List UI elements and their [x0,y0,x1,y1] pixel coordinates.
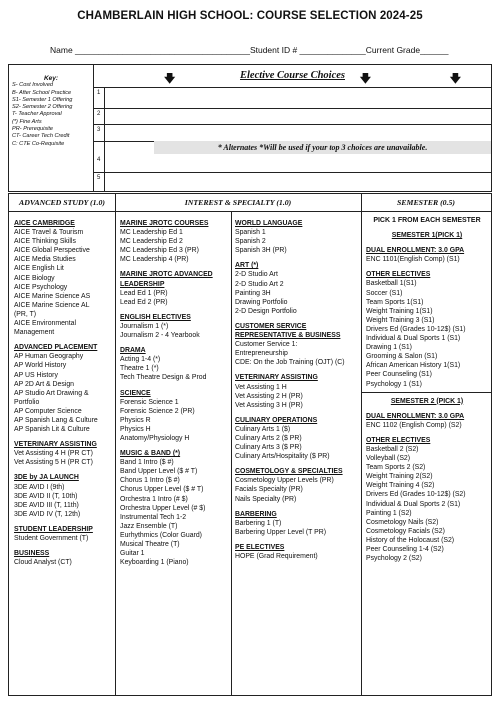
course-item[interactable]: MC Leadership Ed 2 [120,238,183,246]
section-heading: WORLD LANGUAGE [235,220,303,227]
course-item[interactable]: Culinary Arts 3 ($ PR) [235,444,302,452]
course-item[interactable]: Keyboarding 1 (Piano) [120,559,189,567]
down-arrow-icon: 🡇 [449,73,461,85]
column-header-advanced: ADVANCED STUDY (1.0) [9,194,115,212]
course-item[interactable]: AICE Marine Science AL [14,301,90,309]
semester-heading: SEMESTER 1(PICK 1) [391,232,463,240]
section-heading: CUSTOMER SERVICE [235,322,307,330]
course-item[interactable]: AICE Media Studies [14,256,76,264]
course-item[interactable]: Weight Training 1(S1) [366,307,433,315]
row-number: 1 [97,90,101,96]
course-item[interactable]: AICE Environmental [14,320,77,328]
course-item[interactable]: Entrepreneurship [235,350,288,358]
interest-specialty-list-1 [120,219,230,567]
course-item[interactable]: Band 1 Intro ($ #) [120,459,174,467]
course-item[interactable]: Culinary Arts 1 ($) [235,425,291,433]
semester-divider [362,392,492,393]
course-item[interactable]: Drawing Portfolio [235,298,288,306]
section-heading: ENGLISH ELECTIVES [120,313,191,321]
course-item[interactable]: Individual & Dual Sports 1 (S1) [366,335,461,343]
page-title: CHAMBERLAIN HIGH SCHOOL: COURSE SELECTION 2024-25 [77,10,423,22]
course-item[interactable]: ENC 1101(English Comp) (S1) [366,256,460,264]
course-item[interactable]: Drivers Ed (Grades 10-12$) (S1) [366,325,466,333]
course-item[interactable]: AICE English Lit [14,265,64,273]
course-item[interactable]: 3DE AVID I (9th) [14,483,65,491]
section-heading: VETERINARY ASSISTING [14,441,97,449]
section-heading: COSMETOLOGY & SPECIALTIES [235,468,343,476]
key-item: B- After School Practice [12,89,72,96]
elective-heading [94,65,491,88]
key-item: S2- Semester 2 Offering [12,104,73,111]
section-heading: STUDENT LEADERSHIP [14,525,93,533]
course-item[interactable]: Lead Ed 2 (PR) [120,298,168,306]
course-item[interactable]: Portfolio [14,398,40,406]
key-title: Key: [43,75,59,82]
key-item: PR- Prerequisite [12,126,54,133]
course-item[interactable]: Journalism 2 - 4 Yearbook [120,332,200,340]
row-number: 4 [97,157,101,163]
elective-row[interactable] [94,154,491,173]
course-item[interactable]: Spanish 2 [235,238,266,246]
elective-row[interactable] [94,124,491,142]
course-item[interactable]: Customer Service 1: [235,341,298,349]
course-item[interactable]: AICE Psychology [14,283,68,291]
course-item[interactable]: Team Sports 1(S1) [366,298,424,306]
course-item[interactable]: 3DE AVID IV (T, 12th) [14,510,81,518]
row-number: 5 [97,175,101,181]
section-heading: OTHER ELECTIVES [366,271,431,279]
course-item[interactable]: History of the Holocaust (S2) [366,536,455,544]
section-heading: MARINE JROTC ADVANCED [120,271,213,279]
course-item[interactable]: Drawing 1 (S1) [366,344,412,352]
key-legend [9,65,94,191]
section-heading: ART (*) [235,262,259,270]
course-item[interactable]: Cosmetology Facials (S2) [366,527,445,535]
elective-choices-box [8,64,492,192]
key-item: CT- Career Tech Credit [12,133,70,140]
semester-list [366,216,488,563]
elective-heading-text: Elective Course Choices [240,70,345,81]
course-item[interactable]: African American History 1(S1) [366,362,461,370]
course-item[interactable]: Chorus 1 Intro ($ #) [120,477,180,485]
course-item[interactable]: Eurhythmics (Color Guard) [120,531,202,539]
course-item[interactable]: Forensic Science 1 [120,398,179,406]
course-item[interactable]: Journalism 1 (*) [120,322,169,330]
course-item[interactable]: Tech Theatre Design & Prod [120,374,207,382]
course-item[interactable]: Cosmetology Upper Levels (PR) [235,477,334,485]
course-item[interactable]: AICE Biology [14,274,55,282]
course-item[interactable]: HOPE (Grad Requirement) [235,553,318,560]
course-item[interactable]: (PR, T) [14,310,37,318]
semester-heading: SEMESTER 2 (PICK 1) [390,397,464,405]
course-item[interactable]: AICE Marine Science AS [14,292,91,300]
course-item[interactable]: Orchestra Upper Level (# $) [120,504,206,512]
course-item[interactable]: Individual & Dual Sports 2 (S1) [366,500,461,508]
advanced-study-list [14,219,114,567]
course-item[interactable]: Basketball 2 (S2) [366,445,419,453]
section-heading: MUSIC & BAND (*) [120,450,181,458]
course-item[interactable]: Vet Assisting 2 H (PR) [235,392,303,400]
section-heading: BARBERING [235,510,277,518]
course-item[interactable]: Forensic Science 2 (PR) [120,407,195,415]
section-heading: MARINE JROTC COURSES [120,220,209,227]
down-arrow-icon: 🡇 [359,73,371,85]
row-number: 3 [97,127,101,133]
course-item[interactable]: Jazz Ensemble (T) [120,522,178,530]
course-item[interactable]: Lead Ed 1 (PR) [120,289,168,297]
course-item[interactable]: Barbering Upper Level (T PR) [235,528,327,536]
course-item[interactable]: AP 2D Art & Design [14,380,75,388]
key-item: S1- Semester 1 Offering [12,96,73,103]
elective-row[interactable] [94,108,491,125]
section-heading: SCIENCE [120,389,151,397]
course-item[interactable]: Volleyball (S2) [366,455,411,463]
section-heading: REPRESENTATIVE & BUSINESS [235,332,341,340]
column-header-semester: SEMESTER (0.5) [361,194,491,212]
course-item[interactable]: Nails Specialty (PR) [235,495,297,503]
course-item[interactable]: Peer Counseling (S1) [366,371,432,379]
course-item[interactable]: Weight Training 4 (S2) [366,482,435,490]
section-heading: DRAMA [120,347,146,355]
course-item[interactable]: 2-D Studio Art 2 [235,280,284,288]
course-item[interactable]: Weight Training 2(S2) [366,473,433,481]
course-item[interactable]: Management [14,329,55,337]
course-item[interactable]: AICE Thinking Skills [14,238,76,246]
course-item[interactable]: AP Studio Art Drawing & [14,389,89,397]
column-divider [231,212,232,695]
course-item[interactable]: MC Leadership 4 (PR) [120,256,189,264]
course-item[interactable]: Psychology 2 (S2) [366,555,422,563]
course-item[interactable]: Psychology 1 (S1) [366,380,422,388]
row-number: 2 [97,111,101,117]
elective-choices-table [94,65,491,191]
course-item[interactable]: Theatre 1 (*) [120,365,159,373]
course-item[interactable]: Weight Training 3 (S1) [366,316,435,324]
course-item[interactable]: AICE Global Perspective [14,247,90,255]
course-item[interactable]: Physics H [120,425,151,433]
section-heading: DUAL ENROLLMENT: 3.0 GPA [366,412,465,420]
column-divider [115,194,116,695]
course-item[interactable]: CDE: On the Job Training (OJT) (C) [235,359,345,367]
down-arrow-icon: 🡇 [164,73,176,85]
course-item[interactable]: Vet Assisting 3 H (PR) [235,401,303,409]
course-item[interactable]: Team Sports 2 (S2) [366,464,426,472]
course-item[interactable]: 2-D Design Portfolio [235,307,297,315]
course-item[interactable]: Anatomy/Physiology H [120,434,190,442]
elective-row[interactable] [94,87,491,109]
course-item[interactable]: Physics R [120,416,151,424]
course-item[interactable]: Orchestra 1 Intro (# $) [120,495,188,503]
course-item[interactable]: Painting 1 (S2) [366,509,412,517]
course-item[interactable]: AP Human Geography [14,353,84,361]
course-item[interactable]: Soccer (S1) [366,289,403,297]
course-item[interactable]: AP Spanish Lit & Culture [14,426,90,434]
course-item[interactable]: Vet Assisting 5 H (PR CT) [14,459,93,467]
section-heading: ADVANCED PLACEMENT [14,344,98,352]
interest-specialty-list-2 [235,219,360,561]
course-item[interactable]: MC Leadership Ed 1 [120,229,183,237]
course-item[interactable]: Grooming & Salon (S1) [366,353,438,361]
course-item[interactable]: Vet Assisting 1 H [235,383,287,391]
student-info-line[interactable]: Name _____________________________________Student ID # ______________Current Grade______ [50,45,449,55]
section-heading: BUSINESS [14,550,50,558]
course-item[interactable]: Drivers Ed (Grades 10-12$) (S2) [366,491,466,499]
section-heading: VETERINARY ASSISTING [235,374,318,382]
key-item: C: CTE Co-Requisite [12,140,65,147]
course-item[interactable]: Chorus Upper Level ($ # T) [120,486,204,494]
elective-row[interactable] [94,172,491,192]
course-item[interactable]: Acting 1-4 (*) [120,356,161,364]
section-heading: LEADERSHIP [120,280,165,288]
column-header-interest: INTEREST & SPECIALTY (1.0) [115,194,361,212]
key-item: S- Cost Involved [12,82,54,89]
course-item[interactable]: 3DE AVID II (T, 10th) [14,492,78,500]
course-item[interactable]: Basketball 1(S1) [366,280,417,288]
key-item: T- Teacher Approval [12,111,62,118]
course-item[interactable]: Instrumental Tech 1-2 [120,513,187,521]
section-heading: DUAL ENROLLMENT: 3.0 GPA [366,247,465,255]
section-heading: CULINARY OPERATIONS [235,416,318,424]
section-heading: AICE CAMBRIDGE [14,220,75,227]
course-item[interactable]: Spanish 1 [235,229,266,237]
course-item[interactable]: Painting 3H [235,289,271,297]
course-item[interactable]: Spanish 3H (PR) [235,247,287,255]
section-heading: OTHER ELECTIVES [366,436,431,444]
course-item[interactable]: AP Spanish Lang & Culture [14,416,98,424]
course-item[interactable]: Cloud Analyst (CT) [14,559,72,567]
course-item[interactable]: AP US History [14,371,58,379]
course-item[interactable]: Barbering 1 (T) [235,519,282,527]
course-item[interactable]: AICE Travel & Tourism [14,229,84,237]
course-item[interactable]: 3DE AVID III (T, 11th) [14,501,79,509]
course-item[interactable]: Cosmetology Nails (S2) [366,518,439,526]
course-item[interactable]: AP World History [14,362,67,370]
course-item[interactable]: Guitar 1 [120,550,145,558]
course-item[interactable]: Student Government (T) [14,535,89,542]
course-item[interactable]: MC Leadership Ed 3 (PR) [120,247,199,255]
course-item[interactable]: Culinary Arts/Hospitality ($ PR) [235,453,330,461]
pick-instruction: PICK 1 FROM EACH SEMESTER [373,217,481,224]
course-item[interactable]: Peer Counseling 1-4 (S2) [366,546,444,553]
course-item[interactable]: Facials Specialty (PR) [235,486,303,494]
alternates-note: * Alternates *Will be used if your top 3 choices are unavailable. [154,141,491,154]
course-item[interactable]: Culinary Arts 2 ($ PR) [235,434,302,442]
column-divider [361,194,362,695]
course-item[interactable]: AP Computer Science [14,407,82,415]
course-item[interactable]: Musical Theatre (T) [120,541,180,548]
section-heading: PE ELECTIVES [235,543,285,551]
course-catalog-grid [8,193,492,696]
course-item[interactable]: Vet Assisting 4 H (PR CT) [14,450,93,458]
section-heading: 3DE by JA LAUNCH [14,474,79,482]
course-item[interactable]: Band Upper Level ($ # T) [120,468,198,476]
course-item[interactable]: ENC 1102 (English Comp) (S2) [366,421,462,429]
key-item: (*) Fine Arts [12,118,42,125]
course-item[interactable]: 2-D Studio Art [235,271,278,279]
